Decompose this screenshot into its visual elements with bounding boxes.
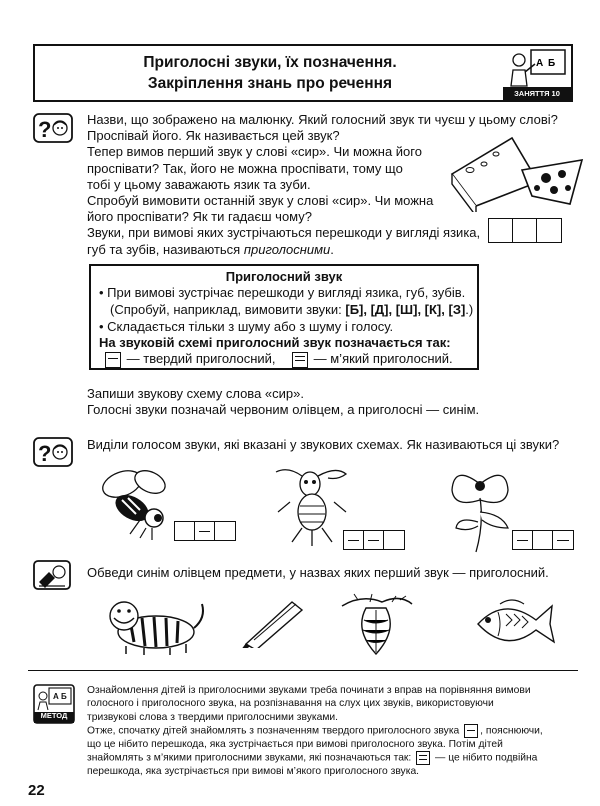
pencil-illustration <box>236 596 308 648</box>
scheme-cell <box>533 531 553 549</box>
poppy-illustration <box>440 462 520 554</box>
svg-text:А Б: А Б <box>53 692 67 701</box>
sound-scheme <box>343 530 405 550</box>
task1-line: губ та зубів, називаються приголосними. <box>87 241 334 257</box>
task1-line: Звуки, при вимові яких зустрічаються перешкоди у вигляді язика, <box>87 225 481 241</box>
word-sound-scheme <box>488 218 562 243</box>
pencil-task-icon <box>33 560 71 590</box>
poppy-sound-scheme <box>512 530 574 550</box>
svg-text:?: ? <box>38 117 52 142</box>
task2-line: Голосні звуки позначай червоним олівцем, а приголосні — синім. <box>87 402 480 418</box>
lesson-badge <box>503 46 571 100</box>
section-divider <box>28 670 578 671</box>
rule-bullet-1: • При вимові зустрічає перешкоди у вигляді язика, губ, зубів. <box>99 285 466 300</box>
term-consonants: приголосними <box>243 241 331 257</box>
svg-text:А: А <box>536 58 544 69</box>
svg-text:Б: Б <box>548 58 556 69</box>
lesson-number: ЗАНЯТТЯ 10 <box>503 87 571 100</box>
lesson-subtitle: Закріплення знань про речення <box>147 75 393 92</box>
lesson-title: Приголосні звуки, їх позначення. <box>143 54 397 71</box>
page-number: 22 <box>28 782 45 799</box>
soft-consonant-icon <box>416 751 430 765</box>
fish-illustration <box>470 594 560 652</box>
sound-scheme <box>488 218 562 243</box>
note-line: перешкода, яка зустрічається при вимові м’якого приголосного звука. <box>87 766 420 778</box>
task1-line: Проспівай його. Як називається цей звук? <box>87 128 340 144</box>
note-line: знайомлять з м’якими приголосними звуками, які позначаються так: — це нібито подвійна <box>87 752 538 764</box>
example-sounds: [Б], [Д], [Ш], [К], [З] <box>345 302 466 317</box>
task1-line: Назви, що зображено на малюнку. Який голосний звук ти чуєш у цьому слові? <box>87 112 558 127</box>
scheme-cell-hard <box>553 531 573 549</box>
bee-sound-scheme <box>174 521 236 541</box>
question-listen-icon <box>33 113 73 143</box>
soft-consonant-icon <box>292 352 308 368</box>
scheme-cell-hard <box>195 522 215 540</box>
scheme-cell-hard <box>364 531 384 549</box>
sound-scheme <box>174 521 236 541</box>
svg-text:?: ? <box>38 441 52 466</box>
rule-bullet-2: • Складається тільки з шуму або з шуму і голосу. <box>99 319 394 334</box>
method-label: МЕТОД <box>40 711 68 720</box>
scheme-legend: — твердий приголосний, — м’який приголосний. <box>103 351 483 368</box>
scheme-cell <box>513 219 537 242</box>
note-line: голосного і приголосного звука, на розпізнавання на слух цих звуків, використовуючи <box>87 698 494 710</box>
scheme-cell-hard <box>344 531 364 549</box>
task1-line: Тепер вимов перший звук у слові «сир». Чи можна його <box>87 144 422 160</box>
hard-consonant-icon <box>105 352 121 368</box>
note-line: що це нібито перешкода, яка зустрічається при вимові приголосного звука. Потім дітей <box>87 738 503 750</box>
pine-cone-illustration <box>336 592 418 658</box>
note-line: Ознайомлення дітей із приголосними звуками треба починати з вправ на порівняння вимови <box>87 685 531 696</box>
note-line: тризвукові слова з твердими приголосними звуками. <box>87 711 339 723</box>
lesson-header <box>33 44 573 102</box>
scheme-cell <box>489 219 513 242</box>
method-note-text <box>87 684 587 779</box>
note-line: Отже, спочатку дітей знайомлять з позначенням твердого приголосного звука , пояснюючи, <box>87 725 543 737</box>
scheme-cell <box>175 522 195 540</box>
teacher-at-board-icon <box>503 46 571 88</box>
scheme-cell-hard <box>513 531 533 549</box>
crayfish-sound-scheme <box>343 530 405 550</box>
task2-text <box>87 386 587 418</box>
rule-example: (Спробуй, наприклад, вимовити звуки: [Б], [Д], [Ш], [К], [З].) <box>110 302 474 317</box>
cheese-illustration <box>440 130 586 212</box>
task4-text: Обведи синім олівцем предмети, у назвах яких перший звук — приголосний. <box>87 565 549 580</box>
task1-line: проспівати? Так, його не можна проспівати, тому що <box>87 160 403 176</box>
task2-line: Запиши звукову схему слова «сир». <box>87 386 304 401</box>
scheme-cell <box>384 531 404 549</box>
scheme-cell <box>215 522 235 540</box>
task1-line: його проспівати? Як ти гадаєш чому? <box>87 209 312 225</box>
hard-consonant-icon <box>464 724 478 738</box>
task1-line: Спробуй вимовити останній звук у слові «сир». Чи можна <box>87 193 434 209</box>
rule-title: Приголосний звук <box>225 269 343 284</box>
scheme-cell <box>537 219 561 242</box>
rule-box <box>89 264 479 370</box>
scheme-heading: На звуковій схемі приголосний звук позначається так: <box>99 335 451 350</box>
tiger-illustration <box>100 594 208 656</box>
question-listen-icon <box>33 437 73 467</box>
sound-scheme <box>512 530 574 550</box>
bee-illustration <box>92 462 182 542</box>
task1-line: тобі у цьому заважають язик та зуби. <box>87 176 311 192</box>
task3-text: Виділи голосом звуки, які вказані у звукових схемах. Як називаються ці звуки? <box>87 437 560 452</box>
